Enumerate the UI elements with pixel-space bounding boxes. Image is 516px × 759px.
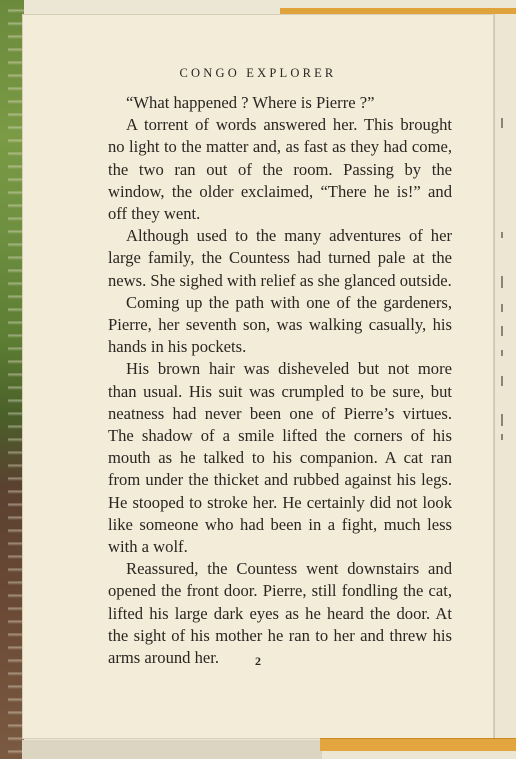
paragraph: A torrent of words answered her. This brought no light to the matter and, as fast as they had come, the two ran out of the room. Passing by the window, the older exclaimed, “There he is!” and off they went. [108,115,452,224]
edge-mark [501,414,503,426]
paragraph: Reassured, the Countess went downstairs and opened the front door. Pierre, still fondling the cat, lifted his large dark eyes as he heard the door. At the sight of his mother he ran to her and threw his arms around her. [108,559,452,668]
paragraph: “What happened ? Where is Pierre ?” [126,93,375,112]
paragraph: His brown hair was disheveled but not more than usual. His suit was crumpled to be sure, but neatness had never been one of Pierre’s virtues. The shadow of a smile lifted the corners of his mouth as he talked to his companion. A cat ran from under the thicket and rubbed against his legs. He stooped to stroke her. He certainly did not look like someone who had been in a fight, much less with a wolf. [108,359,452,557]
edge-mark [501,304,503,312]
adjacent-page-edge [494,14,516,739]
page-bottom-edge [22,740,322,759]
edge-mark [501,118,503,128]
edge-mark [501,276,503,288]
edge-mark [501,326,503,336]
edge-mark [501,434,503,440]
running-head: CONGO EXPLORER [179,66,337,80]
tape-strip-bottom [320,738,516,751]
paragraph: Although used to the many adventures of her large family, the Countess had turned pale at the news. She sighed with relief as she glanced outside. [108,226,452,290]
edge-mark [501,232,503,238]
edge-mark [501,376,503,386]
body-text [108,92,452,669]
paragraph: Coming up the path with one of the gardeners, Pierre, her seventh son, was walking casually, his hands in his pockets. [108,292,452,357]
edge-mark [501,350,503,356]
page-number: 2 [255,654,261,668]
